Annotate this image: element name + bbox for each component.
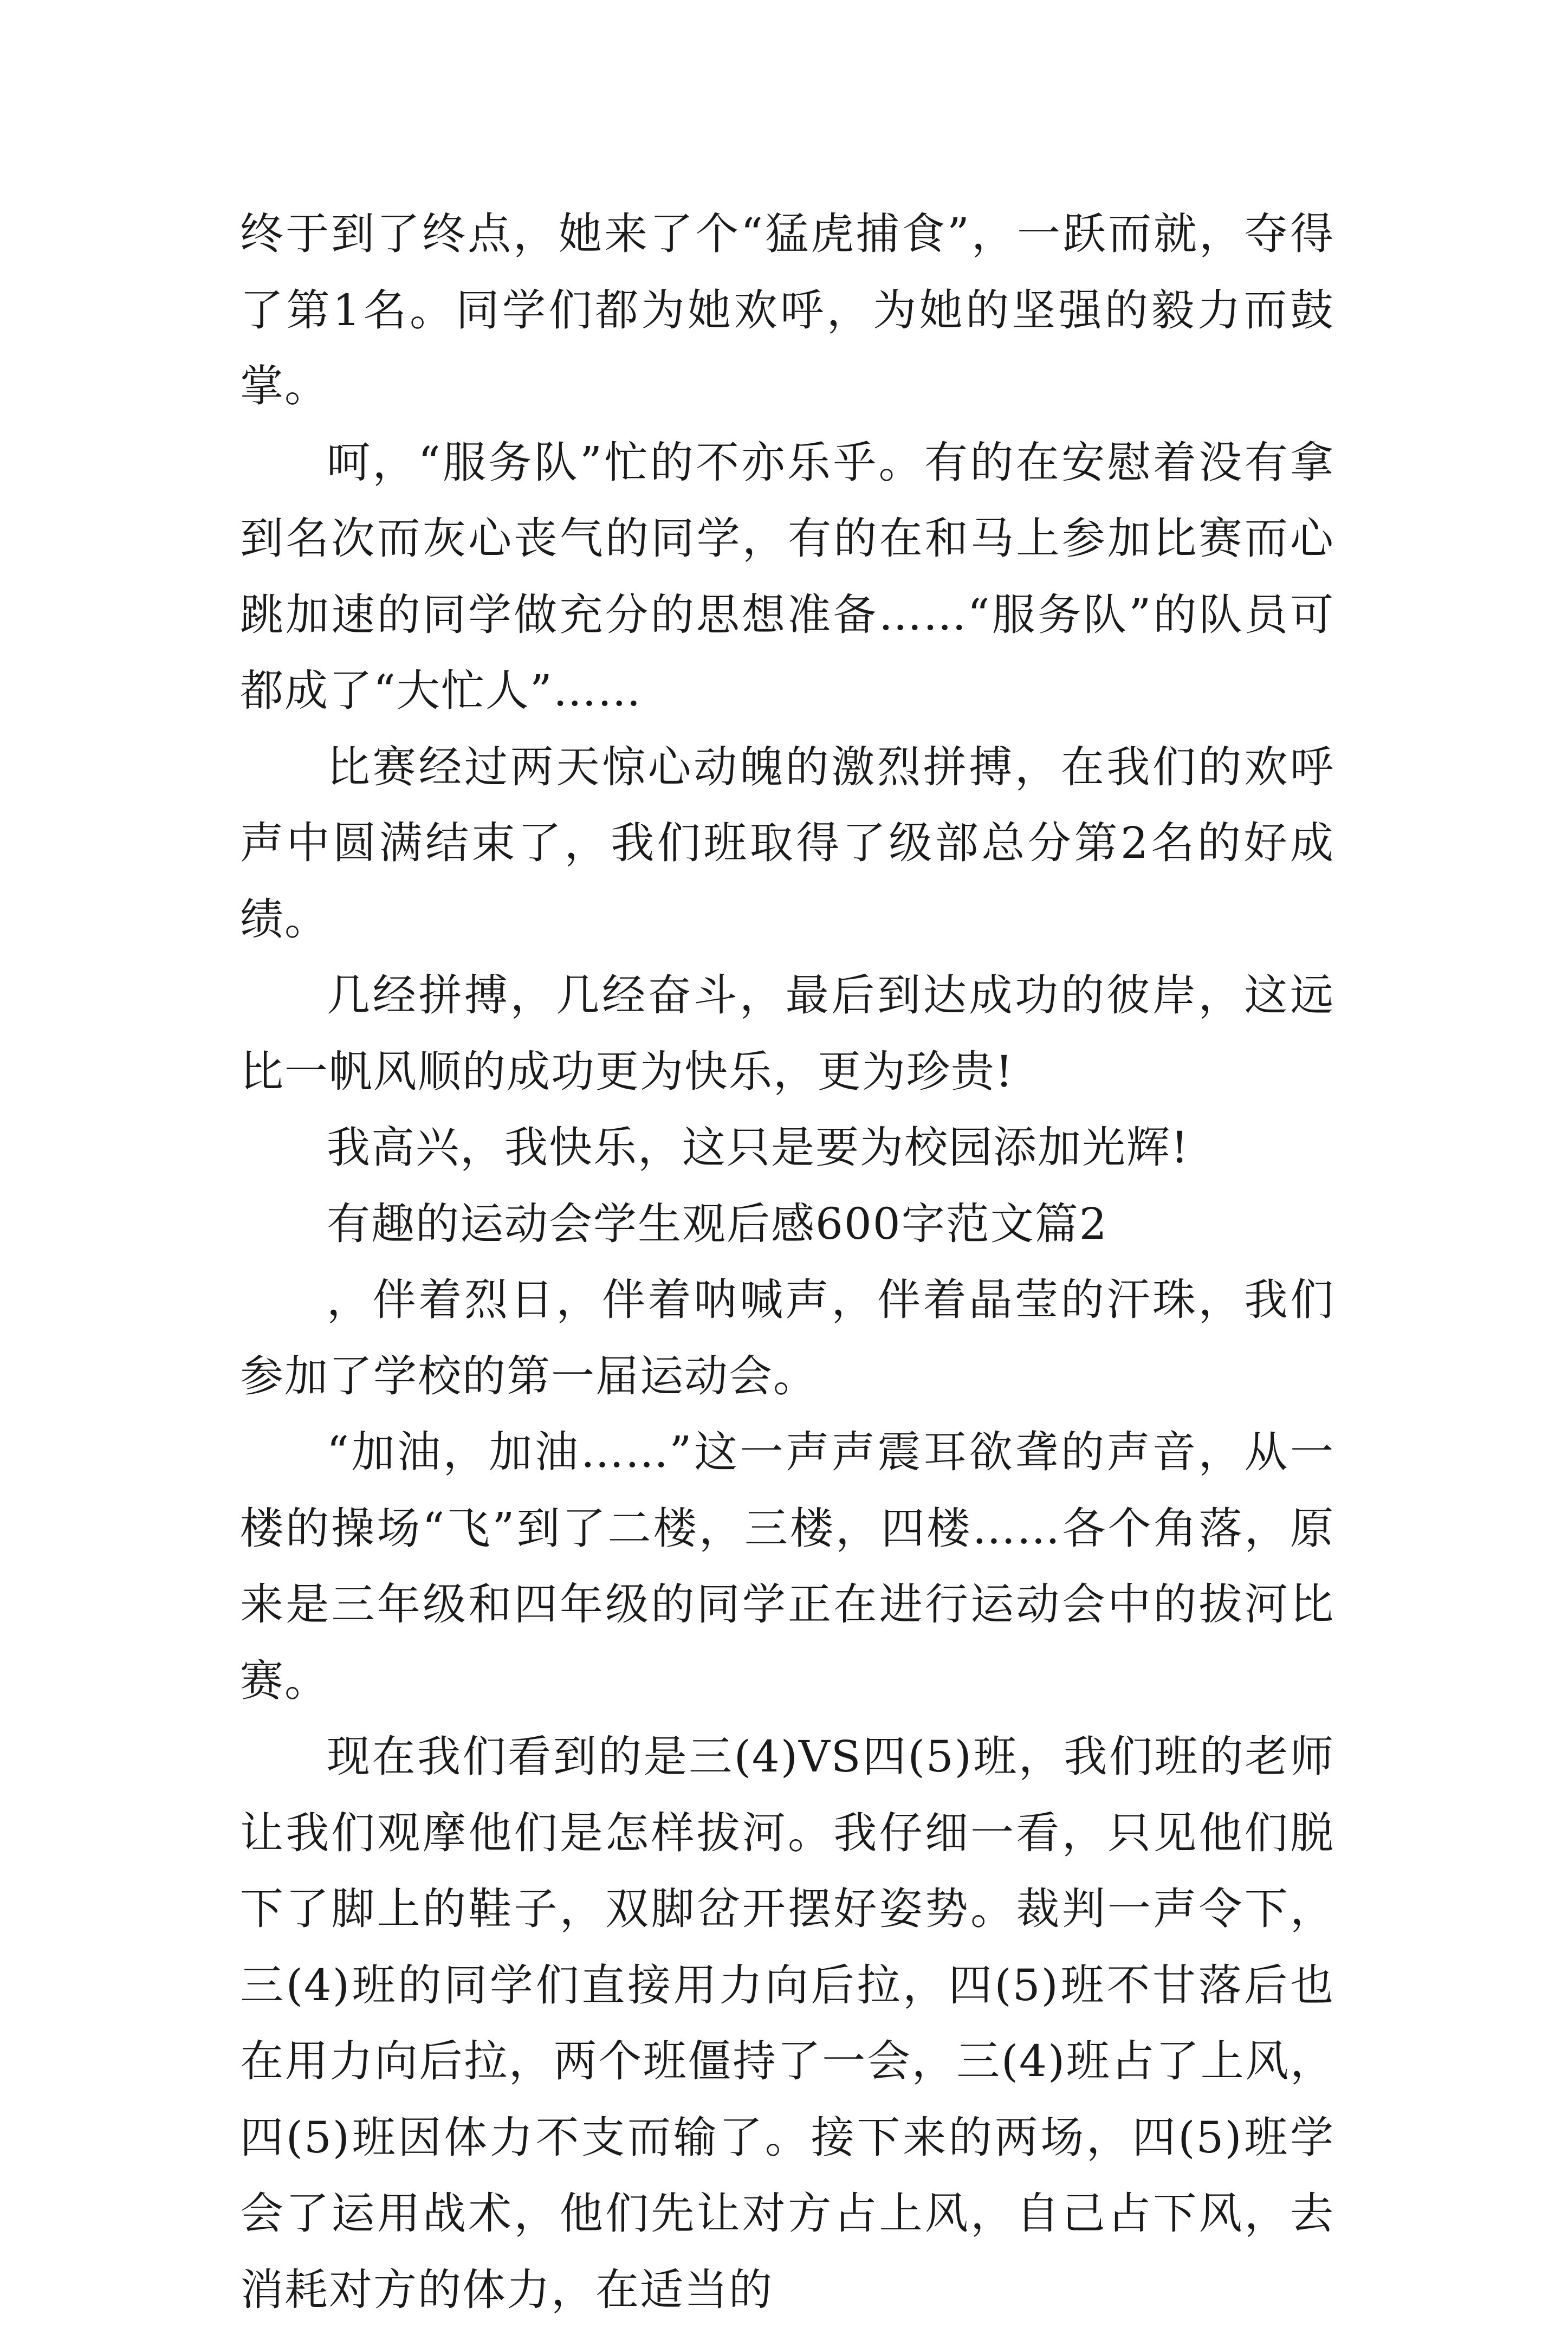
paragraph-3: 比赛经过两天惊心动魄的激烈拼搏，在我们的欢呼声中圆满结束了，我们班取得了级部总分第2名的好成绩。: [240, 741, 1334, 945]
paragraph-8: 现在我们看到的是三(4)VS四(5)班，我们班的老师让我们观摩他们是怎样拔河。我仔细一看，只见他们脱下了脚上的鞋子，双脚岔开摆好姿势。裁判一声令下，三(4)班的同学们直接用力向后拉，四(5)班不甘落后也在用力向后拉，两个班僵持了一会，三(4)班占了上风，四(5)班因体力不支而输了。接下来的两场，四(5)班学会了运用战术，他们先让对方占上风，自己占下风，去消耗对方的体力，在适当的: [240, 1731, 1334, 2315]
paragraph-5: 我高兴，我快乐，这只是要为校园添加光辉!: [327, 1122, 1190, 1173]
paragraph-2: 呵，“服务队”忙的不亦乐乎。有的在安慰着没有拿到名次而灰心丧气的同学，有的在和马上参加比赛而心跳加速的同学做充分的思想准备……“服务队”的队员可都成了“大忙人”……: [240, 437, 1334, 716]
document-body: [240, 196, 1334, 2328]
paragraph-6: ，伴着烈日，伴着呐喊声，伴着晶莹的汗珠，我们参加了学校的第一届运动会。: [240, 1275, 1334, 1401]
section-heading: 有趣的运动会学生观后感600字范文篇2: [327, 1198, 1108, 1249]
paragraph-7: “加油，加油……”这一声声震耳欲聋的声音，从一楼的操场“飞”到了二楼，三楼，四楼……各个角落，原来是三年级和四年级的同学正在进行运动会中的拔河比赛。: [240, 1427, 1334, 1706]
paragraph-1: 终于到了终点，她来了个“猛虎捕食”，一跃而就，夺得了第1名。同学们都为她欢呼，为她的坚强的毅力而鼓掌。: [240, 209, 1334, 411]
paragraph-4: 几经拼搏，几经奋斗，最后到达成功的彼岸，这远比一帆风顺的成功更为快乐，更为珍贵!: [240, 970, 1334, 1097]
